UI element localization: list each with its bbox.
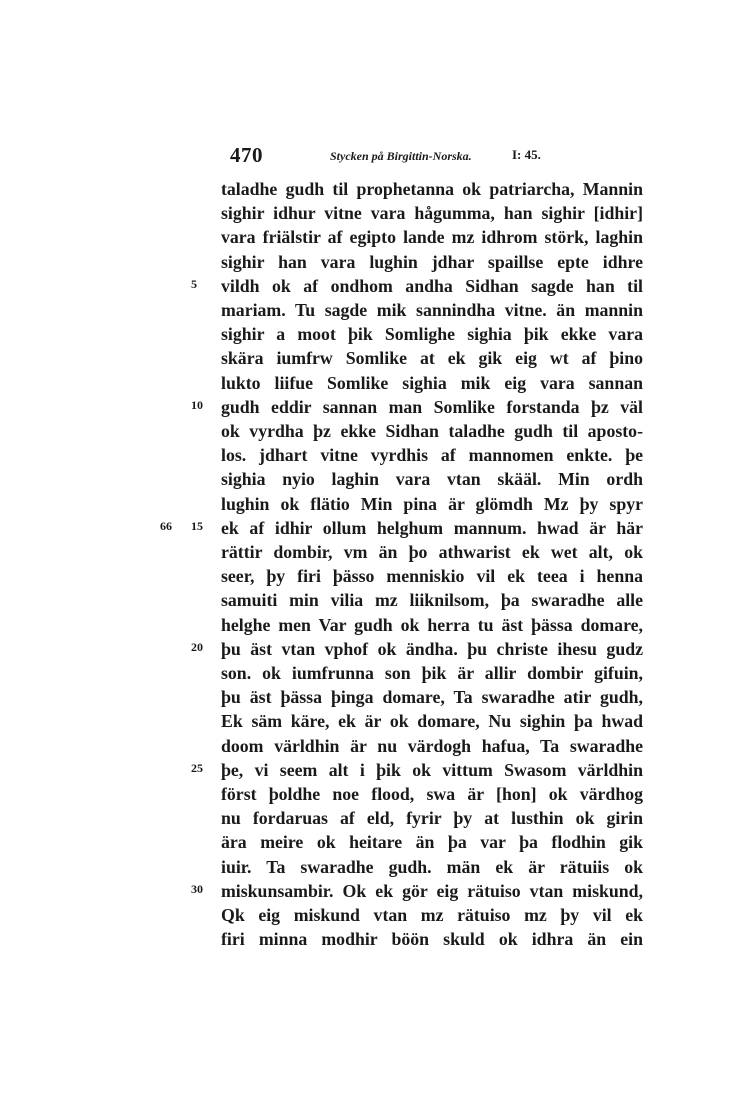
text-line [0, 709, 752, 733]
page-header [230, 143, 650, 173]
line-text: iuir. Ta swaradhe gudh. män ek är rätuiis ok [221, 856, 643, 877]
margin-folio-number: 66 [160, 518, 172, 533]
line-text: ok vyrdha þz ekke Sidhan taladhe gudh til aposto- [221, 421, 643, 441]
running-title: Stycken på Birgittin-Norska. [330, 149, 472, 163]
line-text: sighir a moot þik Somlighe sighia þik ekke vara [221, 324, 643, 345]
text-line [0, 346, 752, 370]
page-number: 470 [230, 143, 263, 167]
text-line [0, 806, 752, 830]
line-text: seer, þy firi þässo menniskio vil ek teea i henna [221, 566, 643, 587]
text-line [0, 734, 752, 758]
text-line [0, 443, 752, 467]
text-line [0, 855, 752, 879]
line-number: 10 [191, 397, 203, 412]
line-number: 20 [191, 639, 203, 654]
text-line [0, 782, 752, 806]
line-text: helghe men Var gudh ok herra tu äst þässa domare, [221, 614, 643, 635]
line-text: rättir dombir, vm än þo athwarist ek wet alt, ok [221, 542, 643, 562]
text-line [0, 564, 752, 588]
line-text: doom världhin är nu värdogh hafua, Ta swaradhe [221, 735, 643, 756]
text-line [0, 371, 752, 395]
text-line [0, 177, 752, 201]
text-line [0, 540, 752, 564]
line-text: gudh eddir sannan man Somlike forstanda þz väl [221, 396, 643, 417]
text-line [0, 830, 752, 854]
text-line [0, 201, 752, 225]
line-text: ek af idhir ollum helghum mannum. hwad är här [221, 517, 643, 538]
line-text: sighia nyio laghin vara vtan skääl. Min ordh [221, 469, 643, 490]
text-line [0, 298, 752, 322]
line-text: þe, vi seem alt i þik ok vittum Swasom världhin [221, 759, 643, 780]
text-line [0, 758, 752, 782]
line-text: los. jdhart vitne vyrdhis af mannomen enkte. þe [221, 445, 643, 466]
text-line [0, 903, 752, 927]
text-line [0, 588, 752, 612]
text-line [0, 467, 752, 491]
line-text: miskunsambir. Ok ek gör eig rätuiso vtan miskund, [221, 880, 643, 901]
line-text: taladhe gudh til prophetanna ok patriarcha, Mannin [221, 179, 643, 199]
text-line [0, 274, 752, 298]
line-text: först þoldhe noe flood, swa är [hon] ok värdhog [221, 784, 643, 804]
line-number: 5 [191, 276, 197, 291]
line-text: Ek säm käre, ek är ok domare, Nu sighin þa hwad [221, 711, 643, 732]
line-text: skära iumfrw Somlike at ek gik eig wt af þino [221, 348, 643, 369]
line-text: son. ok iumfrunna son þik är allir dombir gifuin, [221, 663, 643, 683]
line-text: sighir han vara lughin jdhar spaillse epte idhre [221, 251, 643, 272]
line-text: vara friälstir af egipto lande mz idhrom störk, laghin [221, 227, 643, 248]
line-text: vildh ok af ondhom andha Sidhan sagde han til [221, 275, 643, 296]
text-line [0, 250, 752, 274]
line-text: firi minna modhir böön skuld ok idhra än ein [221, 929, 643, 950]
text-line [0, 613, 752, 637]
text-line [0, 395, 752, 419]
line-text: samuiti min vilia mz liiknilsom, þa swaradhe alle [221, 590, 643, 611]
text-line [0, 661, 752, 685]
line-text: Qk eig miskund vtan mz rätuiso mz þy vil ek [221, 905, 643, 925]
running-reference: I: 45. [512, 147, 541, 162]
text-line [0, 637, 752, 661]
text-line [0, 419, 752, 443]
line-text: sighir idhur vitne vara hågumma, han sighir [idhir] [221, 203, 643, 224]
line-number: 25 [191, 760, 203, 775]
line-text: þu äst þässa þinga domare, Ta swaradhe atir gudh, [221, 687, 643, 708]
text-line [0, 492, 752, 516]
text-line [0, 516, 752, 540]
line-text: lughin ok flätio Min pina är glömdh Mz þy spyr [221, 493, 643, 514]
line-number: 15 [191, 518, 203, 533]
text-line [0, 685, 752, 709]
line-text: mariam. Tu sagde mik sannindha vitne. än mannin [221, 300, 643, 320]
text-line [0, 322, 752, 346]
line-text: þu äst vtan vphof ok ändha. þu christe ihesu gudz [221, 638, 643, 659]
line-text: nu fordaruas af eld, fyrir þy at lusthin ok girin [221, 808, 643, 829]
text-line [0, 879, 752, 903]
line-number: 30 [191, 881, 203, 896]
line-text: ära meire ok heitare än þa var þa flodhin gik [221, 832, 643, 853]
text-line [0, 927, 752, 951]
line-text: lukto liifue Somlike sighia mik eig vara sannan [221, 372, 643, 393]
text-line [0, 225, 752, 249]
